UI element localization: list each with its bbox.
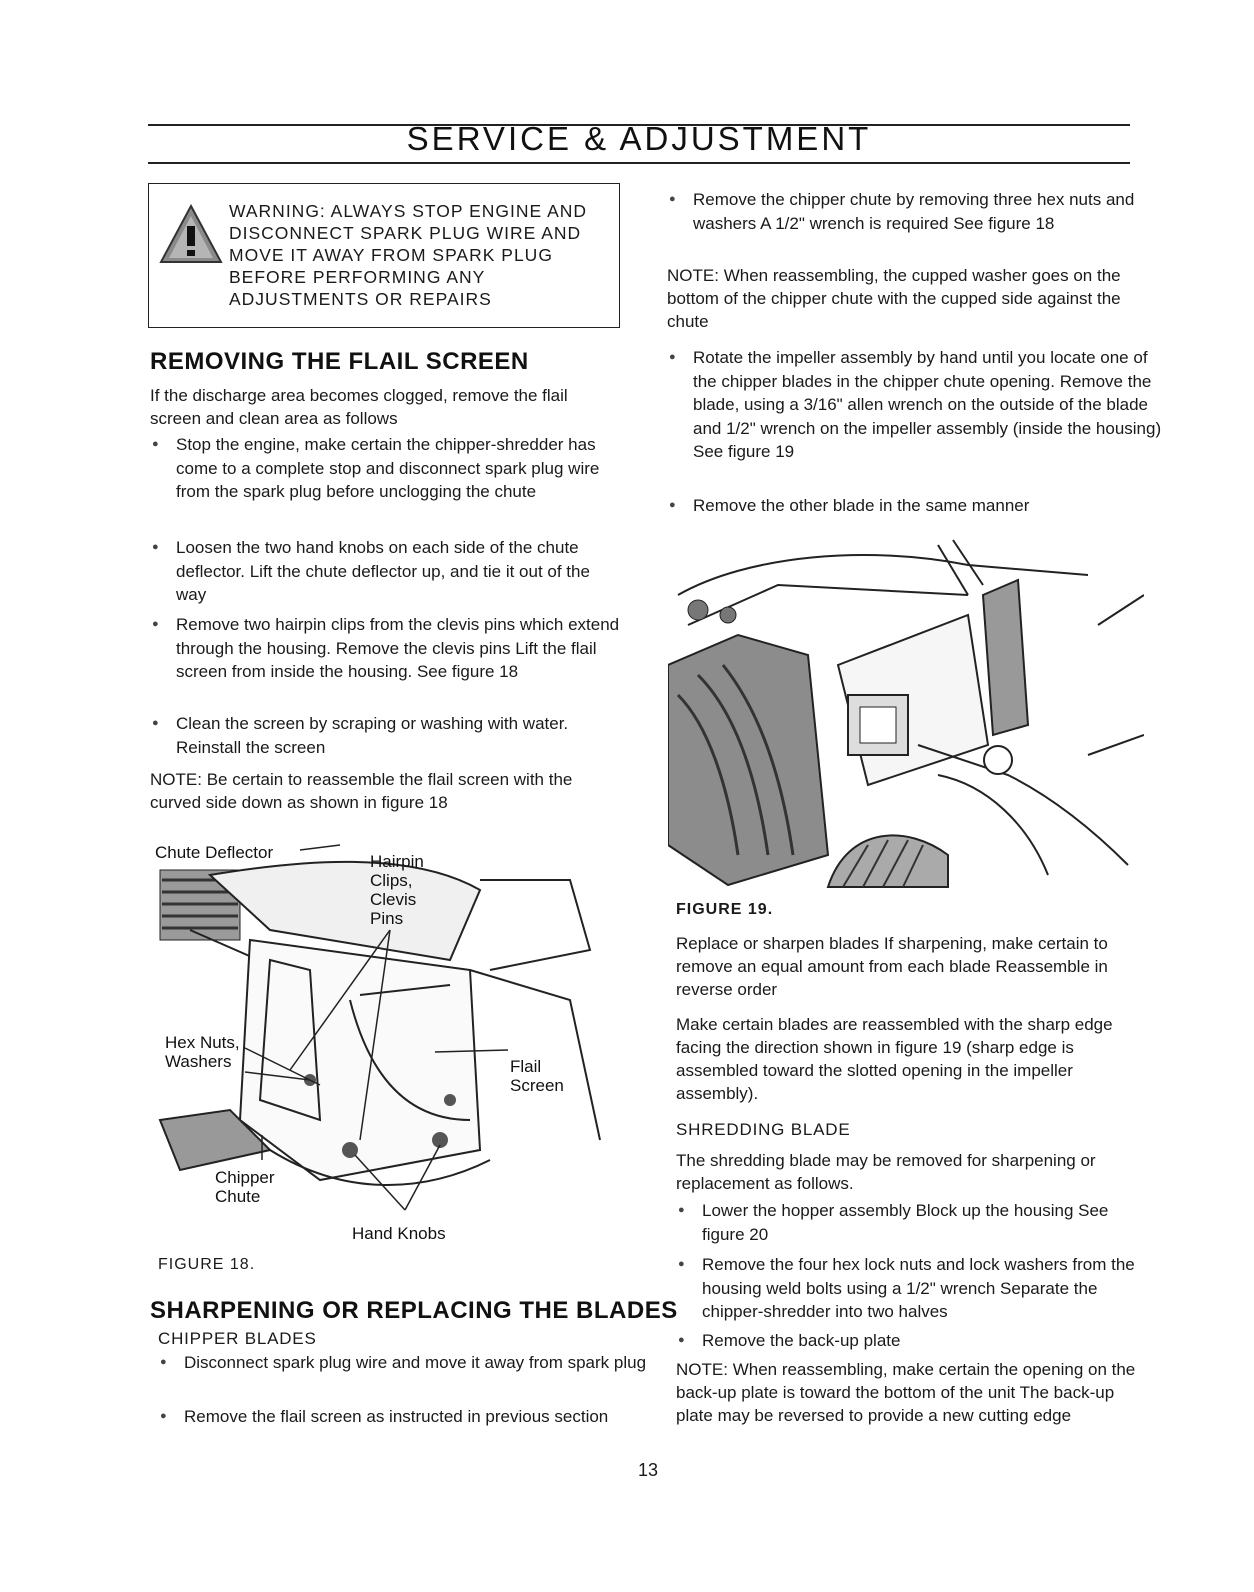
flail-note xyxy=(150,768,622,814)
right-note-1-text: When reassembling, the cupped washer goes on the bottom of the chipper chute with the cupped side against the chute xyxy=(667,266,1121,331)
right-step-1: ● Remove the chipper chute by removing three hex nuts and washers A 1/2" wrench is required See figure 18 xyxy=(667,188,1163,235)
blades-step-1: ● Disconnect spark plug wire and move it away from spark plug xyxy=(158,1351,654,1375)
chipper-blades-subheading: CHIPPER BLADES xyxy=(158,1329,317,1348)
right-note-2-text: When reassembling, make certain the opening on the back-up plate is toward the bottom of the unit The back-up plate may be reversed to provide a new cutting edge xyxy=(676,1360,1136,1425)
right-note-2 xyxy=(676,1358,1146,1427)
label-knobs: Hand Knobs xyxy=(352,1224,446,1243)
shred-step-2: ● Remove the four hex lock nuts and lock washers from the housing weld bolts using a 1/2" wrench Separate the chipper-shredder into two halves xyxy=(676,1253,1148,1324)
flail-step-4: ● Clean the screen by scraping or washing with water. Reinstall the screen xyxy=(150,712,622,759)
right-note-1 xyxy=(667,264,1139,333)
warning-icon xyxy=(159,204,223,264)
figure-19-caption: FIGURE 19. xyxy=(676,901,774,918)
right-note-2-label: NOTE: xyxy=(676,1360,728,1379)
right-para-1: Replace or sharpen blades If sharpening, make certain to remove an equal amount from each blade Reassemble in reverse order xyxy=(676,934,1108,999)
right-note-1-label: NOTE: xyxy=(667,266,719,285)
label-flail: Flail Screen xyxy=(510,1057,564,1095)
flail-heading: REMOVING THE FLAIL SCREEN xyxy=(150,348,529,375)
right-para-2: Make certain blades are reassembled with the sharp edge facing the direction shown in figure 19 (sharp edge is assembled toward the slotted opening in the impeller assembly). xyxy=(676,1015,1113,1103)
page-title: SERVICE & ADJUSTMENT xyxy=(406,120,872,157)
shredding-blade-subheading: SHREDDING BLADE xyxy=(676,1120,851,1139)
blades-heading: SHARPENING OR REPLACING THE BLADES xyxy=(150,1297,678,1324)
flail-note-text: Be certain to reassemble the flail screen with the curved side down as shown in figure 18 xyxy=(150,770,573,812)
right-step-3: ● Remove the other blade in the same manner xyxy=(667,494,1163,518)
flail-note-label: NOTE: xyxy=(150,770,202,789)
flail-intro: If the discharge area becomes clogged, remove the flail screen and clean area as follows xyxy=(150,386,568,428)
warning-text: WARNING: ALWAYS STOP ENGINE AND DISCONNECT SPARK PLUG WIRE AND MOVE IT AWAY FROM SPARK PLUG BEFORE PERFORMING ANY ADJUSTMENTS OR REPAIRS xyxy=(229,201,588,309)
flail-step-2: ● Loosen the two hand knobs on each side of the chute deflector. Lift the chute deflector up, and tie it out of the way xyxy=(150,536,622,607)
label-chute-deflector: Chute Deflector xyxy=(155,843,274,862)
figure-19-illustration xyxy=(668,525,1144,897)
blades-step-2: ● Remove the flail screen as instructed in previous section xyxy=(158,1405,654,1429)
flail-step-1: ● Stop the engine, make certain the chipper-shredder has come to a complete stop and disconnect spark plug wire from the spark plug before unclogging the chute xyxy=(150,433,622,504)
header-rule-bottom xyxy=(148,162,1130,164)
flail-step-3: ● Remove two hairpin clips from the clevis pins which extend through the housing. Remove the clevis pins Lift the flail screen from inside the housing. See figure 18 xyxy=(150,613,622,684)
shred-intro: The shredding blade may be removed for sharpening or replacement as follows. xyxy=(676,1151,1096,1193)
shred-step-3: ● Remove the back-up plate xyxy=(676,1329,1148,1353)
page-number: 13 xyxy=(637,1460,659,1480)
warning-box xyxy=(148,183,620,328)
right-step-2: ● Rotate the impeller assembly by hand until you locate one of the chipper blades in the chipper chute opening. Remove the blade, using a 3/16" allen wrench on the outside of the blade and 1/2" wrench on the impeller assembly (inside the housing) See figure 19 xyxy=(667,346,1163,464)
figure-18-caption: FIGURE 18. xyxy=(158,1256,256,1273)
shred-step-1: ● Lower the hopper assembly Block up the housing See figure 20 xyxy=(676,1199,1148,1246)
label-hairpin: Hairpin Clips, Clevis Pins xyxy=(370,852,424,928)
label-hex: Hex Nuts, Washers xyxy=(165,1033,240,1071)
label-chipper: Chipper Chute xyxy=(215,1168,275,1206)
